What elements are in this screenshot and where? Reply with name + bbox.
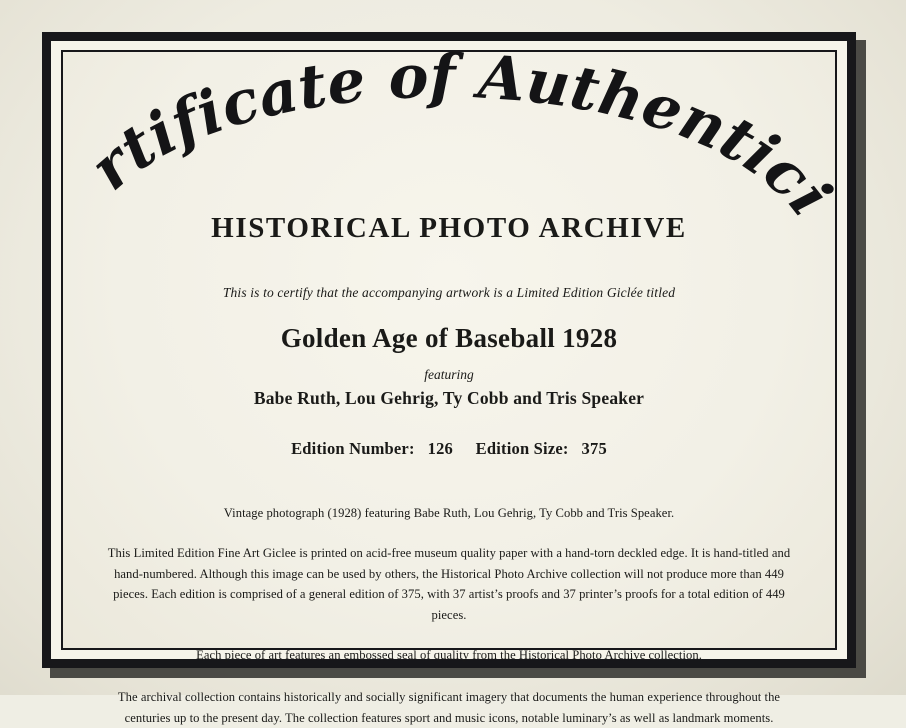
certificate-frame-outer [42, 14, 856, 725]
featuring-label: featuring [424, 367, 474, 382]
paragraph-limited-edition: This Limited Edition Fine Art Giclee is printed on acid-free museum quality paper with a hand-torn deckled edge. It is hand-titled and hand-numbered. Although this image can be used by others, the Historical Photo Archive collection will not produce more than 449 pieces. Each edition is comprised of a general edition of 375, with 37 artist’s proofs and 37 printer’s proofs for a total edition of 449 pieces. [107, 546, 791, 622]
edition-number-label: Edition Number: [291, 439, 415, 458]
featuring-names: Babe Ruth, Lou Gehrig, Ty Cobb and Tris Speaker [253, 388, 645, 408]
edition-info [97, 439, 801, 459]
certify-statement: This is to certify that the accompanying artwork is a Limited Edition Giclée titled [222, 285, 676, 300]
paragraph-archival-collection: The archival collection contains historically and socially significant imagery that documents the human experience throughout the centuries up to the present day. The collection features sport and music icons, notable luminary’s as well as landmark moments. [117, 690, 781, 725]
edition-size-label: Edition Size: [475, 439, 569, 458]
body-copy [97, 503, 801, 728]
paragraph-embossed-seal: Each piece of art features an embossed seal of quality from the Historical Photo Archive collection. [196, 647, 702, 662]
certificate-content [63, 14, 845, 725]
title-script: Certificate of Authenticity [72, 14, 845, 230]
edition-number-value: 126 [427, 439, 453, 458]
paragraph-vintage: Vintage photograph (1928) featuring Babe Ruth, Lou Gehrig, Ty Cobb and Tris Speaker. [223, 506, 675, 520]
artwork-title: Golden Age of Baseball 1928 [280, 323, 618, 353]
edition-size-value: 375 [581, 439, 607, 458]
certificate-frame-inner [61, 14, 845, 725]
archive-name: HISTORICAL PHOTO ARCHIVE [211, 212, 687, 244]
